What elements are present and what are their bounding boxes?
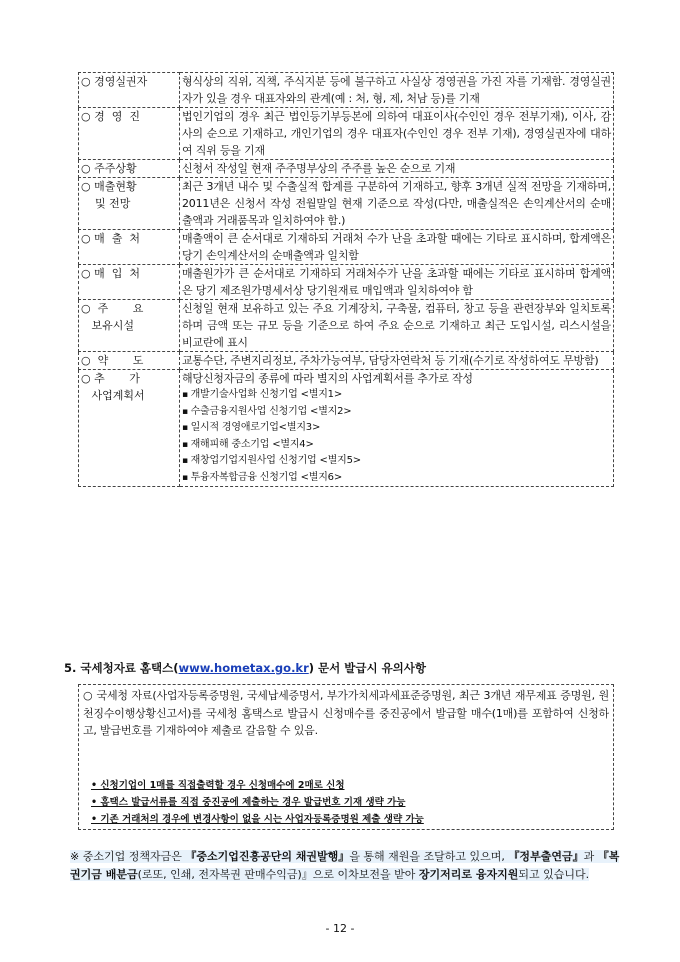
footnote-text: 되고 있습니다. <box>518 868 590 881</box>
row-description: 최근 3개년 내수 및 수출실적 합계를 구분하여 기재하고, 향후 3개년 실적 전망을 기재하며, 2011년은 신청서 작성 전월말일 현재 기준으로 작성(다만, 매출실적은 손익계산서의 순매출액과 거래품목과 일치하여야 함.) <box>180 178 614 230</box>
row-description: 신청서 작성일 현재 주주명부상의 주주를 높은 순으로 기재 <box>180 160 614 178</box>
section-heading-prefix: 5. 국세청자료 홈택스( <box>64 661 179 675</box>
table-row <box>79 352 614 370</box>
page-number: - 12 - <box>325 922 355 935</box>
notice-note: • 기존 거래처의 경우에 변경사항이 없을 시는 사업자등록증명원 제출 생략 가능 <box>91 814 424 825</box>
plan-item: ▪ 일시적 경영애로기업<별지3> <box>182 420 611 437</box>
footnote-text: (로또, 인쇄, 전자복권 판매수익금)』으로 이차보전을 받아 <box>137 868 419 881</box>
row-label: ○ 주주상황 <box>79 160 180 178</box>
footnote-text: 을 통해 재원을 조달하고 있으며, <box>349 850 509 863</box>
table-row <box>79 178 614 230</box>
row-description: 형식상의 직위, 직책, 주식지분 등에 불구하고 사실상 경영권을 가진 자를 기재함. 경영실권자가 있을 경우 대표자와의 관계(예 : 처, 형, 제, 처남 등)를 기재 <box>180 73 614 108</box>
footnote-bold: 『중소기업진흥공단의 채권발행』 <box>185 850 350 863</box>
table-row <box>79 230 614 265</box>
row-label: ○ 약 도 <box>79 352 180 370</box>
row-description: 신청일 현재 보유하고 있는 주요 기계장치, 구축물, 컴퓨터, 창고 등을 관련장부와 일치토록 하며 금액 또는 규모 등을 기준으로 하여 주요 순으로 기재하고 최근 도입시설, 리스시설을 비교란에 표시 <box>180 300 614 352</box>
footnote-bold: 『복권기금 배분금 <box>70 850 620 881</box>
notice-box <box>78 684 614 830</box>
notice-note: • 홈택스 발급서류를 직접 중진공에 제출하는 경우 발급번호 기재 생략 가능 <box>91 797 406 808</box>
table-row <box>79 108 614 160</box>
notice-note: • 신청기업이 1매를 직접출력할 경우 신청매수에 2매로 신청 <box>91 780 345 791</box>
writing-guide-table <box>78 72 614 487</box>
section-heading <box>64 660 426 676</box>
row-description: 매출원가가 큰 순서대로 기재하되 거래처수가 난을 초과할 때에는 기타로 표시하며 합계액은 당기 제조원가명세서상 당기원재료 매입액과 일치하여야 함 <box>180 265 614 300</box>
row-description <box>180 370 614 487</box>
row-label: ○ 매 출 처 <box>79 230 180 265</box>
row-description: 매출액이 큰 순서대로 기재하되 거래처 수가 난을 초과할 때에는 기타로 표시하며, 합계액은 당기 손익계산서의 순매출액과 일치함 <box>180 230 614 265</box>
plan-item: ▪ 개발기술사업화 신청기업 <별지1> <box>182 387 611 404</box>
footnote-text: 과 <box>583 850 598 863</box>
row-label: ○ 추 가 사업계획서 <box>79 370 180 487</box>
table-row-business-plan <box>79 370 614 487</box>
plan-item: ▪ 수출금융지원사업 신청기업 <별지2> <box>182 404 611 421</box>
footnote-bold: 『정부출연금』 <box>508 850 584 863</box>
row-label: ○ 매 입 처 <box>79 265 180 300</box>
row-label: ○ 주 요 보유시설 <box>79 300 180 352</box>
footnote-bold: 장기저리로 융자지원 <box>418 868 519 881</box>
table-row <box>79 265 614 300</box>
plan-item: ▪ 재해피해 중소기업 <별지4> <box>182 437 611 454</box>
plan-item: ▪ 투융자복합금융 신청기업 <별지6> <box>182 470 611 487</box>
funding-footnote <box>70 848 620 884</box>
row-description: 교통수단, 주변지리정보, 주차가능여부, 담당자연락처 등 기재(수기로 작성하여도 무방함) <box>180 352 614 370</box>
table-row <box>79 300 614 352</box>
row-label: ○ 매출현황 및 전망 <box>79 178 180 230</box>
hometax-link[interactable]: www.hometax.go.kr <box>178 661 309 675</box>
plan-item: ▪ 재창업기업지원사업 신청기업 <별지5> <box>182 453 611 470</box>
section-heading-suffix: ) 문서 발급시 유의사항 <box>308 661 427 675</box>
row-label: ○ 경영실권자 <box>79 73 180 108</box>
plan-intro: 해당신청자금의 종류에 따라 별지의 사업계획서를 추가로 작성 <box>182 372 473 385</box>
footnote-text: 중소기업 정책자금은 <box>79 850 186 863</box>
table-row <box>79 160 614 178</box>
notice-notes <box>91 777 603 828</box>
table-row <box>79 73 614 108</box>
footnote-mark: ※ <box>70 850 80 863</box>
row-description: 법인기업의 경우 최근 법인등기부등본에 의하여 대표이사(수인인 경우 전부기재), 이사, 감사의 순으로 기재하고, 개인기업의 경우 대표자(수인인 경우 전부 기재), 경영실권자에 대하여 직위 등을 기재 <box>180 108 614 160</box>
notice-text: ○ 국세청 자료(사업자등록증명원, 국세납세증명서, 부가가치세과세표준증명원, 최근 3개년 재무제표 증명원, 원천징수이행상황신고서)를 국세청 홈택스로 발급시 신청매수를 중진공에서 발급할 매수(1매)를 포함하여 신청하고, 발급번호를 기재하여야 제출로 갈음할 수 있음. <box>83 689 609 737</box>
row-label: ○ 경 영 진 <box>79 108 180 160</box>
